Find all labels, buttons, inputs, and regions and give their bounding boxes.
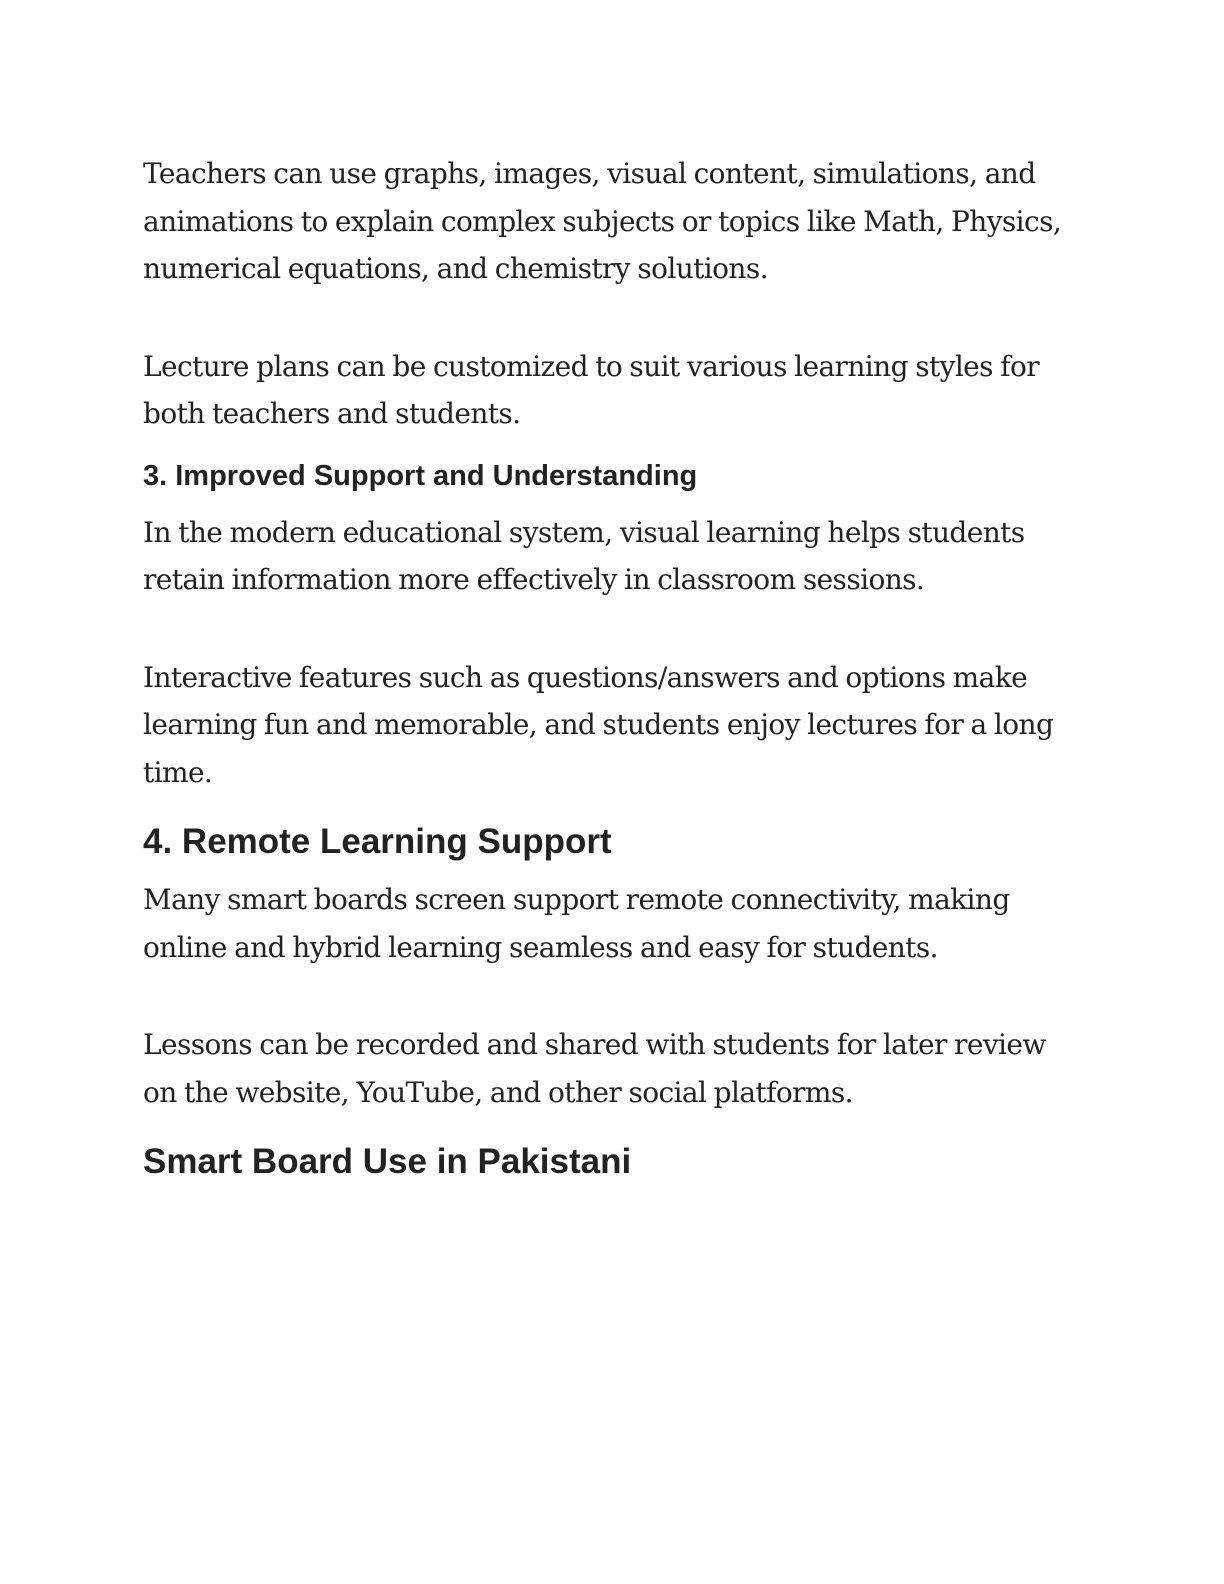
paragraph-interactive-features: Interactive features such as questions/answers and options make learning fun and memorable, and students enjoy lectures for a long time. <box>143 660 1054 789</box>
paragraph-remote-connectivity: Many smart boards screen support remote connectivity, making online and hybrid learning seamless and easy for students. <box>143 883 1010 964</box>
document-page <box>143 150 1083 1182</box>
heading-remote-learning: 4. Remote Learning Support <box>143 822 612 861</box>
paragraph-modern-system: In the modern educational system, visual learning helps students retain information more effectively in classroom sessions. <box>143 515 1025 596</box>
heading-improved-support: 3. Improved Support and Understanding <box>143 459 698 492</box>
paragraph-visual-content: Teachers can use graphs, images, visual content, simulations, and animations to explain complex subjects or topics like Math, Physics, numerical equations, and chemistry solutions. <box>143 157 1062 285</box>
heading-smart-board-pakistani: Smart Board Use in Pakistani <box>143 1142 632 1181</box>
paragraph-lecture-plans: Lecture plans can be customized to suit various learning styles for both teachers and students. <box>143 349 1040 430</box>
paragraph-recorded-lessons: Lessons can be recorded and shared with students for later review on the website, YouTube, and other social platforms. <box>143 1028 1046 1109</box>
